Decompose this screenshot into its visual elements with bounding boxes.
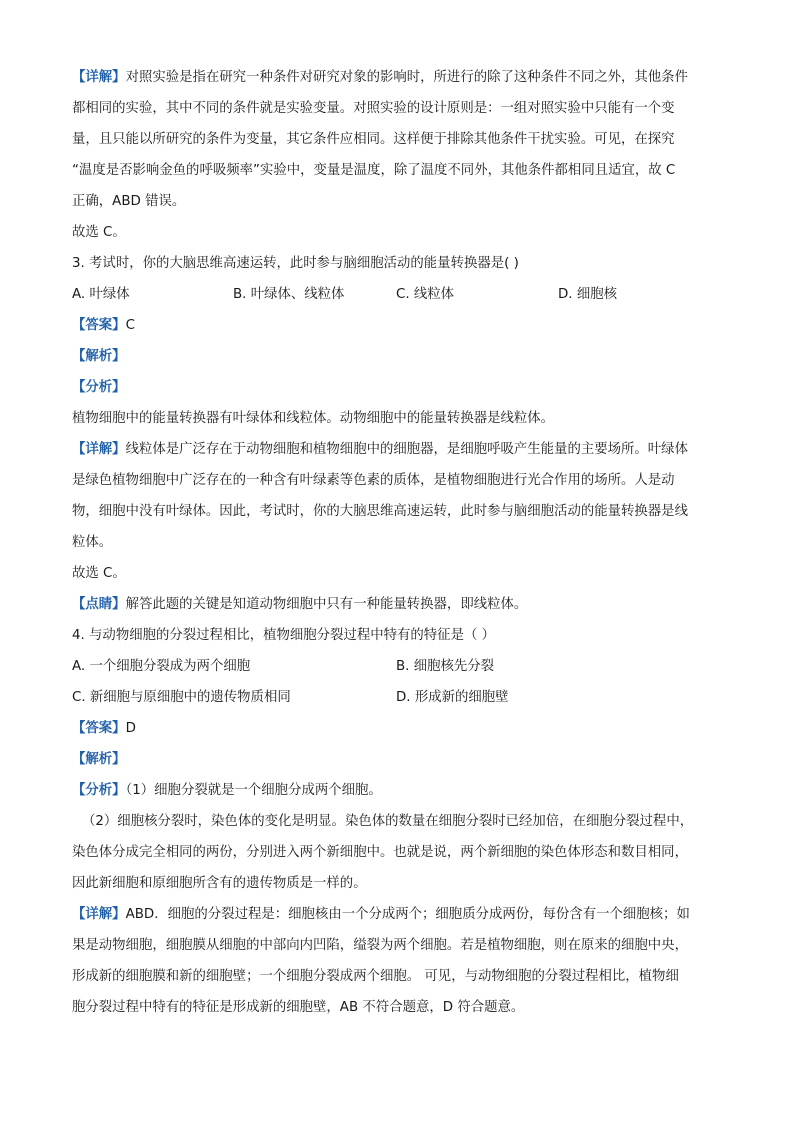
document-page xyxy=(72,62,724,1023)
detail-tag: 【详解】 xyxy=(72,70,126,85)
fenxi-tag: 【分析】 xyxy=(72,783,126,798)
option-b: B. 叶绿体、线粒体 xyxy=(233,287,345,302)
answer-tag: 【答案】 xyxy=(72,318,126,333)
option-b: B. 细胞核先分裂 xyxy=(396,659,495,674)
key-point-line: 【点睛】解答此题的关键是知道动物细胞中只有一种能量转换器，即线粒体。 xyxy=(72,597,528,612)
answer-line xyxy=(72,310,724,341)
question-3-options xyxy=(72,279,724,310)
explanation-line: 【详解】线粒体是广泛存在于动物细胞和植物细胞中的细胞器，是细胞呼吸产生能量的主要场所。叶绿体 xyxy=(72,442,688,457)
option-c: C. 新细胞与原细胞中的遗传物质相同 xyxy=(72,690,291,705)
fenxi-heading: 【分析】 xyxy=(72,380,126,395)
question-4-stem: 4. 与动物细胞的分裂过程相比，植物细胞分裂过程中特有的特征是（ ） xyxy=(72,628,496,643)
answer-tag: 【答案】 xyxy=(72,721,126,736)
key-point-tag: 【点睛】 xyxy=(72,597,126,612)
explanation-line: 【详解】ABD．细胞的分裂过程是：细胞核由一个分成两个；细胞质分成两份，每份含有一个细胞核；如 xyxy=(72,907,690,922)
explanation-line: “温度是否影响金鱼的呼吸频率”实验中，变量是温度，除了温度不同外，其他条件都相同且适宜，故 C xyxy=(72,163,676,178)
question-4-options-row1 xyxy=(72,651,724,682)
fenxi-line: （2）细胞核分裂时，染色体的变化是明显。染色体的数量在细胞分裂时已经加倍，在细胞分裂过程中， xyxy=(82,814,694,829)
answer-value: D xyxy=(125,721,136,736)
detail-tag: 【详解】 xyxy=(72,442,126,457)
explanation-line: 形成新的细胞膜和新的细胞壁；一个细胞分裂成两个细胞。 可见，与动物细胞的分裂过程相比，植物细 xyxy=(72,969,679,984)
explanation-line: 果是动物细胞，细胞膜从细胞的中部向内凹陷，缢裂为两个细胞。若是植物细胞，则在原来的细胞中央， xyxy=(72,938,688,953)
analysis-heading: 【解析】 xyxy=(72,752,126,767)
explanation-line: 物，细胞中没有叶绿体。因此，考试时，你的大脑思维高速运转，此时参与脑细胞活动的能量转换器是线 xyxy=(72,504,688,519)
explanation-line: 正确，ABD 错误。 xyxy=(72,194,186,209)
conclusion: 故选 C。 xyxy=(72,225,126,240)
option-a: A. 叶绿体 xyxy=(72,287,130,302)
question-3-stem: 3. 考试时，你的大脑思维高速运转，此时参与脑细胞活动的能量转换器是( ) xyxy=(72,256,519,271)
question-4-options-row2 xyxy=(72,682,724,713)
fenxi-line: 因此新细胞和原细胞所含有的遗传物质是一样的。 xyxy=(72,876,367,891)
fenxi-text: 植物细胞中的能量转换器有叶绿体和线粒体。动物细胞中的能量转换器是线粒体。 xyxy=(72,411,555,426)
detail-tag: 【详解】 xyxy=(72,907,126,922)
analysis-heading: 【解析】 xyxy=(72,349,126,364)
explanation-line: 是绿色植物细胞中广泛存在的一种含有叶绿素等色素的质体，是植物细胞进行光合作用的场所。人是动 xyxy=(72,473,675,488)
explanation-line xyxy=(72,62,724,93)
explanation-line: 都相同的实验，其中不同的条件就是实验变量。对照实验的设计原则是：一组对照实验中只能有一个变 xyxy=(72,101,675,116)
option-d: D. 形成新的细胞壁 xyxy=(396,690,509,705)
fenxi-line: 染色体分成完全相同的两份，分别进入两个新细胞中。也就是说，两个新细胞的染色体形态和数目相同， xyxy=(72,845,688,860)
fenxi-line: 【分析】（1）细胞分裂就是一个细胞分成两个细胞。 xyxy=(72,783,382,798)
conclusion: 故选 C。 xyxy=(72,566,126,581)
answer-line xyxy=(72,713,724,744)
option-d: D. 细胞核 xyxy=(558,287,617,302)
option-c: C. 线粒体 xyxy=(396,287,455,302)
explanation-line: 胞分裂过程中特有的特征是形成新的细胞壁，AB 不符合题意，D 符合题意。 xyxy=(72,1000,525,1015)
option-a: A. 一个细胞分裂成为两个细胞 xyxy=(72,659,251,674)
explanation-line: 量，且只能以所研究的条件为变量，其它条件应相同。这样便于排除其他条件干扰实验。可见，在探究 xyxy=(72,132,675,147)
answer-value: C xyxy=(125,318,135,333)
explanation-line: 粒体。 xyxy=(72,535,113,550)
explanation-text: 对照实验是指在研究一种条件对研究对象的影响时，所进行的除了这种条件不同之外，其他条件 xyxy=(125,70,688,85)
